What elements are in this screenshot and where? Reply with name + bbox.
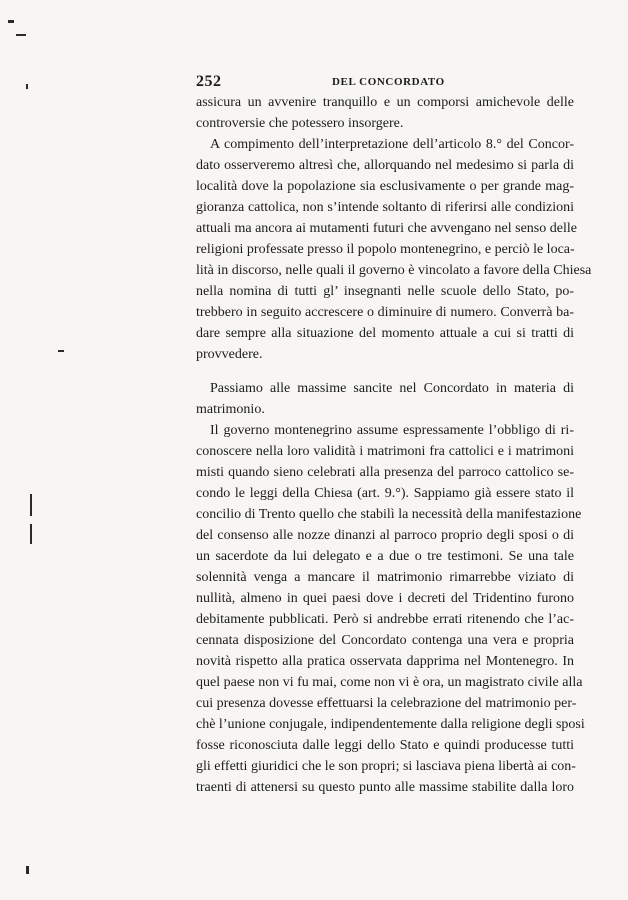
scan-speck	[8, 20, 14, 23]
scan-speck	[58, 350, 64, 352]
page-number: 252	[196, 73, 222, 90]
text-line: provvedere.	[196, 347, 263, 362]
text-line: fosse riconosciuta dalle leggi dello Stato e quindi producesse tutti	[196, 738, 574, 753]
text-line: trebbero in seguito accrescere o diminuire di numero. Converrà ba-	[196, 305, 574, 320]
text-line: dato osserveremo altresì che, allorquando nel medesimo si parla di	[196, 158, 574, 173]
text-line: lità in discorso, nelle quali il governo è vincolato a favore della Chiesa	[196, 263, 592, 278]
text-line: località dove la popolazione sia esclusivamente o per grande mag-	[196, 179, 574, 194]
text-line: controversie che potessero insorgere.	[196, 116, 404, 131]
text-block-upper	[196, 92, 592, 365]
text-line: misti quando sieno celebrati alla presenza del parroco cattolico se-	[196, 465, 574, 480]
text-line: assicura un avvenire tranquillo e un comporsi amichevole delle	[196, 95, 574, 110]
text-line: attuali ma ancora ai mutamenti futuri che avvengano nel senso delle	[196, 221, 577, 236]
text-line: cennata disposizione del Concordato contenga una vera e propria	[196, 633, 574, 648]
text-line: solennità venga a mancare il matrimonio rimarrebbe viziato di	[196, 570, 574, 585]
scan-speck	[26, 84, 28, 89]
scan-speck	[16, 34, 26, 36]
text-line: nullità, almeno in quei paesi dove i decreti del Tridentino furono	[196, 591, 574, 606]
text-line: dare sempre alla situazione del momento attuale a cui si tratti di	[196, 326, 574, 341]
text-line: un sacerdote da lui delegato e a due o tre testimoni. Se una tale	[196, 549, 574, 564]
text-line: concilio di Trento quello che stabilì la necessità della manifestazione	[196, 507, 582, 522]
text-block-lower	[196, 378, 585, 798]
text-line: del consenso alle nozze dinanzi al parroco proprio degli sposi o di	[196, 528, 574, 543]
text-line: matrimonio.	[196, 402, 265, 417]
text-line: conoscere nella loro validità i matrimoni fra cattolici e i matrimoni	[196, 444, 574, 459]
text-line: quel paese non vi fu mai, come non vi è ora, un magistrato civile alla	[196, 675, 583, 690]
text-line: Passiamo alle massime sancite nel Concordato in materia di	[210, 381, 574, 396]
text-line: gli effetti giuridici che le son propri; si lasciava piena libertà ai con-	[196, 759, 576, 774]
text-line: Il governo montenegrino assume espressamente l’obbligo di ri-	[210, 423, 574, 438]
text-line: debitamente pubblicati. Però si andrebbe errati ritenendo che l’ac-	[196, 612, 574, 627]
scan-speck	[30, 524, 32, 544]
scan-speck	[30, 494, 32, 516]
text-line: cui presenza dovesse effettuarsi la celebrazione del matrimonio per-	[196, 696, 577, 711]
text-line: religioni professate presso il popolo montenegrino, e perciò le loca-	[196, 242, 575, 257]
text-line: A compimento dell’interpretazione dell’articolo 8.° del Concor-	[210, 137, 574, 152]
page-header	[196, 73, 574, 93]
text-line: condo le leggi della Chiesa (art. 9.°). Sappiamo già essere stato il	[196, 486, 574, 501]
text-line: gioranza cattolica, non s’intende soltanto di riferirsi alle condizioni	[196, 200, 574, 215]
text-line: novità rispetto alla pratica osservata dapprima nel Montenegro. In	[196, 654, 574, 669]
text-line: chè l’unione conjugale, indipendentemente dalla religione degli sposi	[196, 717, 585, 732]
text-line: nella nomina di tutti gl’ insegnanti nelle scuole dello Stato, po-	[196, 284, 574, 299]
running-head: DEL CONCORDATO	[332, 76, 445, 88]
text-line: traenti di attenersi su questo punto alle massime stabilite dalla loro	[196, 780, 574, 795]
scan-speck	[26, 866, 29, 874]
